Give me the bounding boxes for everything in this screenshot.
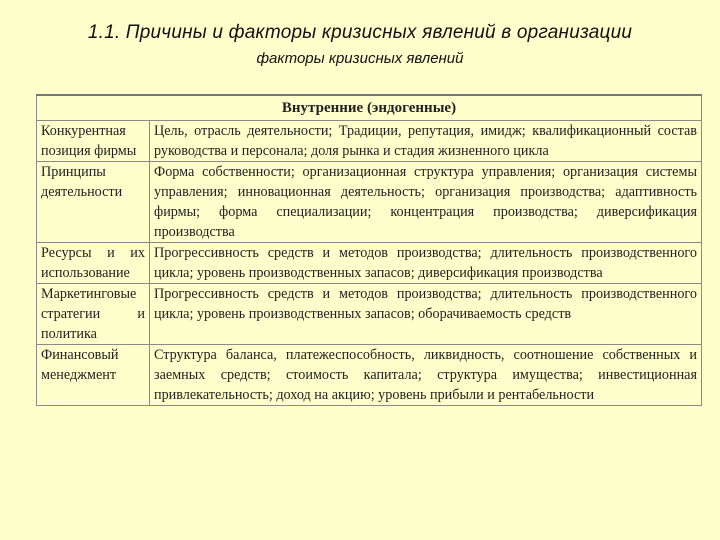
table-row — [37, 345, 702, 406]
row-category: Конкурентная позиция фирмы — [37, 121, 150, 162]
row-description: Форма собственности; организационная структура управления; организация системы управления; инновационная деятельность; организация производства; адаптивность фирмы; форма специализации; концентрация производства; диверсификация производства — [150, 162, 702, 243]
row-category: Принципы деятельности — [37, 162, 150, 243]
row-description: Структура баланса, платежеспособность, ликвидность, соотношение собственных и заемных средств; стоимость капитала; структура имущества; инвестиционная привлекательность; доход на акцию; уровень прибыли и рентабельности — [150, 345, 702, 406]
row-category: Финансовый менеджмент — [37, 345, 150, 406]
row-category: Ресурсы и их использование — [37, 243, 150, 284]
factors-table — [36, 94, 702, 406]
table-row — [37, 284, 702, 345]
slide-title: 1.1. Причины и факторы кризисных явлений в организации — [87, 22, 633, 43]
slide-subtitle: факторы кризисных явлений — [256, 50, 464, 67]
table-row — [37, 243, 702, 284]
row-description: Прогрессивность средств и методов производства; длительность производственного цикла; уровень производственных запасов; оборачиваемость средств — [150, 284, 702, 345]
row-description: Прогрессивность средств и методов производства; длительность производственного цикла; уровень производственных запасов; диверсификация производства — [150, 243, 702, 284]
row-category: Маркетинговые стратегии и политика — [37, 284, 150, 345]
table-header-row — [37, 95, 702, 121]
table-row — [37, 121, 702, 162]
table-header-internal: Внутренние (эндогенные) — [37, 95, 702, 121]
row-description: Цель, отрасль деятельности; Традиции, репутация, имидж; квалификационный состав руководства и персонала; доля рынка и стадия жизненного цикла — [150, 121, 702, 162]
table-row — [37, 162, 702, 243]
